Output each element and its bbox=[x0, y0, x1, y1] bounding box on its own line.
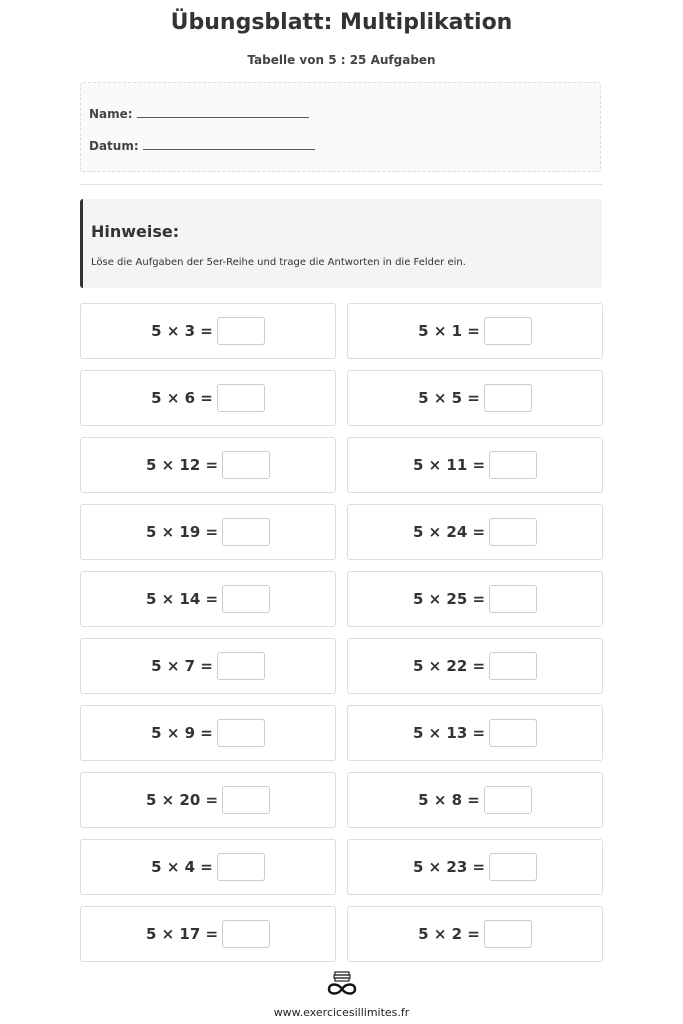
hint-box bbox=[80, 199, 602, 288]
exercise-card bbox=[347, 437, 603, 493]
exercise-expression: 5 × 19 = bbox=[145, 523, 219, 541]
name-blank-line[interactable] bbox=[137, 105, 309, 118]
page-title: Übungsblatt: Multiplikation bbox=[170, 10, 513, 35]
exercise-card bbox=[80, 571, 336, 627]
exercise-expression: 5 × 12 = bbox=[145, 456, 219, 474]
exercise-card bbox=[347, 705, 603, 761]
exercise-card bbox=[80, 504, 336, 560]
hint-title: Hinweise: bbox=[91, 222, 180, 241]
exercise-card bbox=[347, 370, 603, 426]
section-divider bbox=[80, 184, 602, 185]
footer-url[interactable]: www.exercicesillimites.fr bbox=[273, 1006, 410, 1019]
answer-input[interactable] bbox=[484, 317, 532, 345]
exercise-expression: 5 × 1 = bbox=[418, 322, 480, 340]
exercise-expression: 5 × 14 = bbox=[145, 590, 219, 608]
exercise-card bbox=[347, 772, 603, 828]
exercise-card bbox=[347, 638, 603, 694]
exercise-expression: 5 × 6 = bbox=[151, 389, 213, 407]
answer-input[interactable] bbox=[222, 518, 270, 546]
answer-input[interactable] bbox=[217, 853, 265, 881]
name-line bbox=[89, 105, 309, 122]
exercise-card bbox=[80, 437, 336, 493]
answer-input[interactable] bbox=[222, 585, 270, 613]
exercise-expression: 5 × 22 = bbox=[412, 657, 486, 675]
answer-input[interactable] bbox=[489, 451, 537, 479]
exercise-card bbox=[80, 370, 336, 426]
answer-input[interactable] bbox=[489, 518, 537, 546]
exercise-card bbox=[80, 638, 336, 694]
exercise-card bbox=[347, 906, 603, 962]
exercise-expression: 5 × 8 = bbox=[418, 791, 480, 809]
answer-input[interactable] bbox=[484, 786, 532, 814]
answer-input[interactable] bbox=[217, 384, 265, 412]
answer-input[interactable] bbox=[489, 719, 537, 747]
answer-input[interactable] bbox=[217, 652, 265, 680]
exercise-card bbox=[347, 504, 603, 560]
answer-input[interactable] bbox=[222, 920, 270, 948]
answer-input[interactable] bbox=[484, 384, 532, 412]
exercise-grid bbox=[80, 303, 603, 962]
exercise-card bbox=[80, 705, 336, 761]
exercise-expression: 5 × 11 = bbox=[412, 456, 486, 474]
date-line bbox=[89, 137, 315, 154]
answer-input[interactable] bbox=[484, 920, 532, 948]
exercise-expression: 5 × 17 = bbox=[145, 925, 219, 943]
answer-input[interactable] bbox=[489, 652, 537, 680]
exercise-expression: 5 × 7 = bbox=[151, 657, 213, 675]
exercise-expression: 5 × 13 = bbox=[412, 724, 486, 742]
exercise-expression: 5 × 23 = bbox=[412, 858, 486, 876]
exercise-card bbox=[347, 571, 603, 627]
hint-text: Löse die Aufgaben der 5er-Reihe und trage die Antworten in die Felder ein. bbox=[91, 257, 466, 268]
exercise-expression: 5 × 24 = bbox=[412, 523, 486, 541]
answer-input[interactable] bbox=[489, 585, 537, 613]
answer-input[interactable] bbox=[217, 719, 265, 747]
exercise-card bbox=[80, 839, 336, 895]
infinity-books-logo-icon bbox=[325, 970, 359, 998]
page-subtitle: Tabelle von 5 : 25 Aufgaben bbox=[247, 53, 436, 67]
exercise-expression: 5 × 9 = bbox=[151, 724, 213, 742]
exercise-card bbox=[347, 303, 603, 359]
answer-input[interactable] bbox=[222, 786, 270, 814]
name-label: Name: bbox=[89, 107, 133, 121]
exercise-expression: 5 × 4 = bbox=[151, 858, 213, 876]
exercise-card bbox=[347, 839, 603, 895]
answer-input[interactable] bbox=[222, 451, 270, 479]
exercise-card bbox=[80, 772, 336, 828]
date-blank-line[interactable] bbox=[143, 137, 315, 150]
exercise-expression: 5 × 2 = bbox=[418, 925, 480, 943]
answer-input[interactable] bbox=[489, 853, 537, 881]
exercise-expression: 5 × 20 = bbox=[145, 791, 219, 809]
exercise-card bbox=[80, 303, 336, 359]
exercise-card bbox=[80, 906, 336, 962]
answer-input[interactable] bbox=[217, 317, 265, 345]
exercise-expression: 5 × 3 = bbox=[151, 322, 213, 340]
date-label: Datum: bbox=[89, 139, 139, 153]
exercise-expression: 5 × 25 = bbox=[412, 590, 486, 608]
student-info-box bbox=[80, 82, 601, 172]
exercise-expression: 5 × 5 = bbox=[418, 389, 480, 407]
